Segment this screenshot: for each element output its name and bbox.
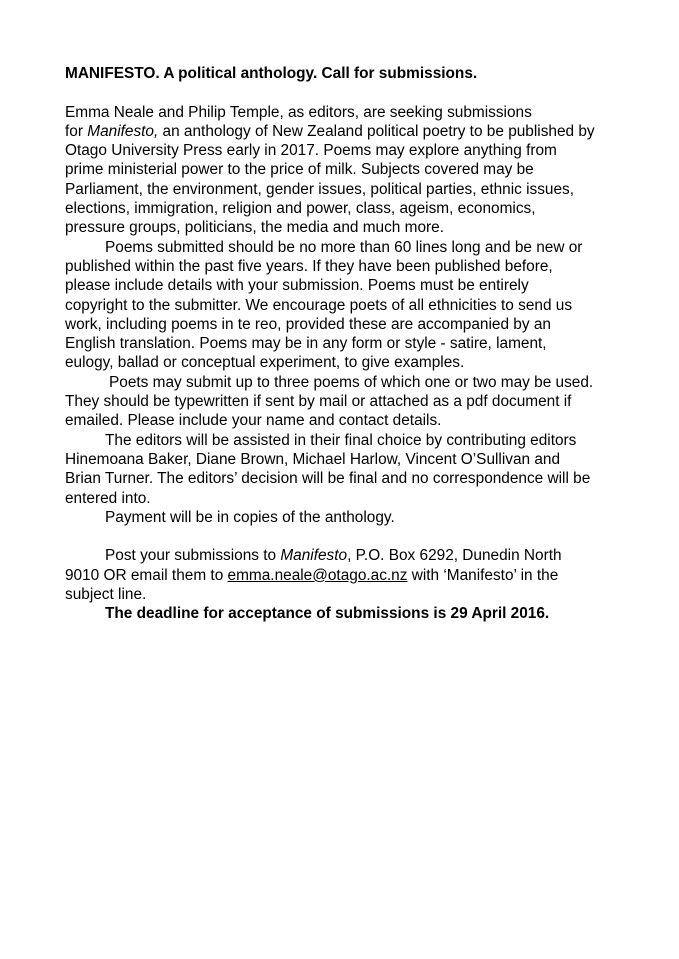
text-line: entered into.	[65, 489, 151, 507]
paragraph-requirements	[65, 238, 665, 373]
text-run: , P.O. Box 6292, Dunedin North	[347, 547, 562, 565]
text-line: please include details with your submission. Poems must be entirely	[65, 277, 529, 295]
text-line: Poets may submit up to three poems of which one or two may be used.	[109, 373, 594, 391]
text-line: subject line.	[65, 586, 147, 604]
blank-line	[65, 83, 665, 102]
text-line: Brian Turner. The editors’ decision will be final and no correspondence will be	[65, 470, 591, 488]
text-line: emailed. Please include your name and contact details.	[65, 412, 442, 430]
text-line: Parliament, the environment, gender issues, political parties, ethnic issues,	[65, 180, 575, 198]
paragraph-post-submissions	[65, 546, 665, 604]
text-line: prime ministerial power to the price of milk. Subjects covered may be	[65, 161, 534, 179]
text-run: for	[65, 122, 88, 140]
text-line: pressure groups, politicians, the media and much more.	[65, 219, 444, 237]
anthology-title-italic: Manifesto,	[87, 122, 159, 140]
text-run: an anthology of New Zealand political poetry to be published by	[158, 122, 595, 140]
text-line	[65, 566, 665, 585]
text-line: Payment will be in copies of the anthology.	[105, 508, 395, 526]
text-line: Otago University Press early in 2017. Poems may explore anything from	[65, 142, 557, 160]
paragraph-intro	[65, 103, 665, 238]
text-run: Post your submissions to	[105, 547, 281, 565]
paragraph-format	[65, 373, 665, 431]
text-line	[65, 546, 665, 565]
text-line: elections, immigration, religion and power, class, ageism, economics,	[65, 200, 536, 218]
document-title: MANIFESTO. A political anthology. Call for submissions.	[65, 65, 478, 82]
text-line: published within the past five years. If they have been published before,	[65, 257, 553, 275]
text-run: 9010 OR email them to	[65, 566, 228, 584]
deadline-notice: The deadline for acceptance of submissions is 29 April 2016.	[105, 605, 550, 623]
paragraph-payment	[65, 508, 665, 527]
text-line: work, including poems in te reo, provided these are accompanied by an	[65, 315, 551, 333]
text-line: English translation. Poems may be in any form or style - satire, lament,	[65, 335, 547, 353]
text-line	[65, 122, 665, 141]
paragraph-editors	[65, 431, 665, 508]
text-line: copyright to the submitter. We encourage poets of all ethnicities to send us	[65, 296, 573, 314]
text-line: Emma Neale and Philip Temple, as editors, are seeking submissions	[65, 103, 532, 121]
blank-line	[65, 527, 665, 546]
text-line: eulogy, ballad or conceptual experiment, to give examples.	[65, 354, 465, 372]
document-body	[65, 64, 665, 624]
anthology-title-italic: Manifesto	[280, 547, 348, 565]
text-line: The editors will be assisted in their final choice by contributing editors	[105, 431, 577, 449]
text-run: with ‘Manifesto’ in the	[407, 566, 559, 584]
email-link[interactable]: emma.neale@otago.ac.nz	[227, 566, 408, 584]
text-line: They should be typewritten if sent by mail or attached as a pdf document if	[65, 393, 572, 411]
text-line: Hinemoana Baker, Diane Brown, Michael Harlow, Vincent O’Sullivan and	[65, 450, 561, 468]
text-line: Poems submitted should be no more than 60 lines long and be new or	[105, 238, 583, 256]
